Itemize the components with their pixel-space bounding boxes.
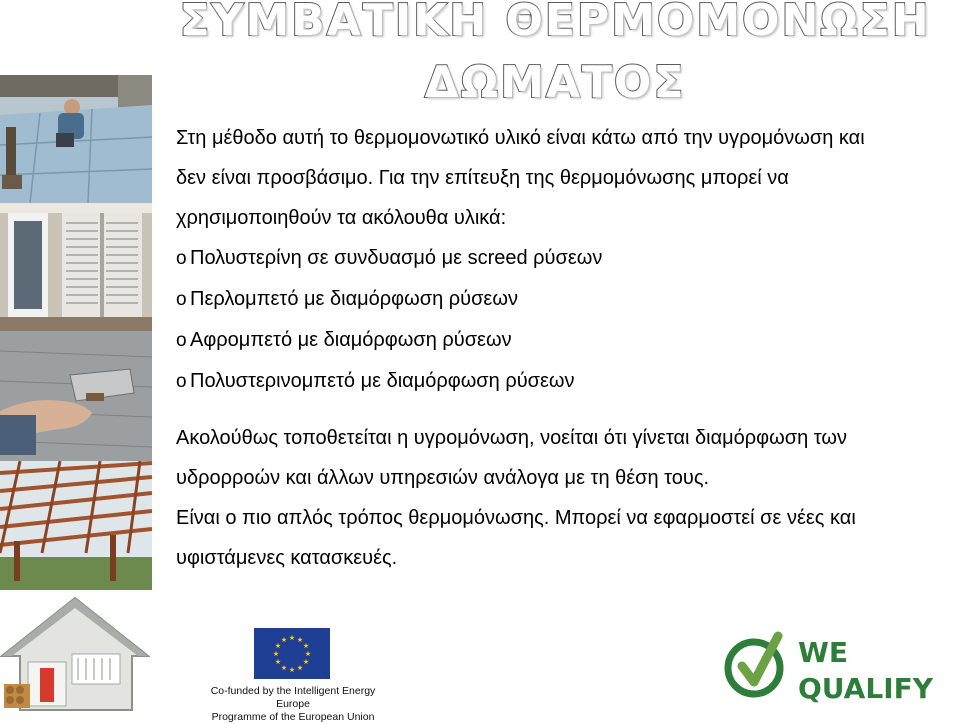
pergola-roof-photo [0,461,152,590]
photo-strip [0,75,152,590]
bullet-marker: o [176,330,187,351]
svg-text:★: ★ [304,650,312,658]
slide-title-line-2: ΔΩΜΑΤΟΣ [424,57,686,108]
intro-line-2: δεν είναι προσβάσιμο. Για την επίτευξη της θερμομόνωσης μπορεί να [176,167,789,189]
svg-text:★: ★ [296,664,304,672]
slide-body [176,118,960,578]
wall-plastering-photo [0,331,152,461]
intro-line-1: Στη μέθοδο αυτή το θερμομονωτικό υλικό είναι κάτω από την υγρομόνωση και [176,127,865,149]
bullet-item-2 [176,279,960,320]
svg-text:★: ★ [288,666,296,674]
insulation-installation-photo [0,75,152,203]
bullet-text: Αφρομπετό με διαμόρφωση ρύσεων [190,329,512,351]
eu-cofunding-line-2: Programme of the European Union [211,711,375,723]
svg-text:★: ★ [274,642,282,650]
bullet-marker: o [176,248,187,269]
svg-text:★: ★ [302,642,310,650]
svg-text:★: ★ [280,636,288,644]
svg-text:★: ★ [280,664,288,672]
closing-line-4: υφιστάμενες κατασκευές. [176,547,398,569]
bullet-text: Περλομπετό με διαμόρφωση ρύσεων [190,288,518,310]
slide-title-line-1: ΣΥΜΒΑΤΙΚΗ ΘΕΡΜΟΜΟΝΩΣΗ [179,0,931,46]
eu-flag-icon [254,628,330,679]
bullet-item-4 [176,361,960,402]
svg-text:★: ★ [274,658,282,666]
slide-title [150,0,960,114]
bullet-item-1 [176,238,960,279]
closing-line-1: Ακολούθως τοποθετείται η υγρομόνωση, νοείται ότι γίνεται διαμόρφωση των [176,427,848,449]
bullet-marker: o [176,289,187,310]
house-illustration [0,592,150,712]
bullet-text: Πολυστερίνη σε συνδυασμό με screed ρύσεων [190,247,603,269]
closing-line-2: υδρορροών και άλλων υπηρεσιών ανάλογα με τη θέση τους. [176,467,710,489]
intro-line-3: χρησιμοποιηθούν τα ακόλουθα υλικά: [176,207,507,229]
eu-cofunding-line-1: Co-funded by the Intelligent Energy Europe [210,685,376,710]
svg-text:★: ★ [302,658,310,666]
svg-text:WE: WE [798,636,849,669]
svg-text:★: ★ [296,636,304,644]
svg-text:★: ★ [288,634,296,642]
bullet-marker: o [176,371,187,392]
bullet-item-3 [176,320,960,361]
we-qualify-logo [722,630,954,704]
window-shutters-photo [0,203,152,331]
svg-text:★: ★ [272,650,280,658]
svg-text:QUALIFY: QUALIFY [798,672,934,704]
bullet-text: Πολυστερινομπετό με διαμόρφωση ρύσεων [190,370,575,392]
eu-cofunding-text [193,685,393,724]
paragraph-gap [176,402,960,418]
closing-line-3: Είναι ο πιο απλός τρόπος θερμομόνωσης. Μπορεί να εφαρμοστεί σε νέες και [176,507,856,529]
